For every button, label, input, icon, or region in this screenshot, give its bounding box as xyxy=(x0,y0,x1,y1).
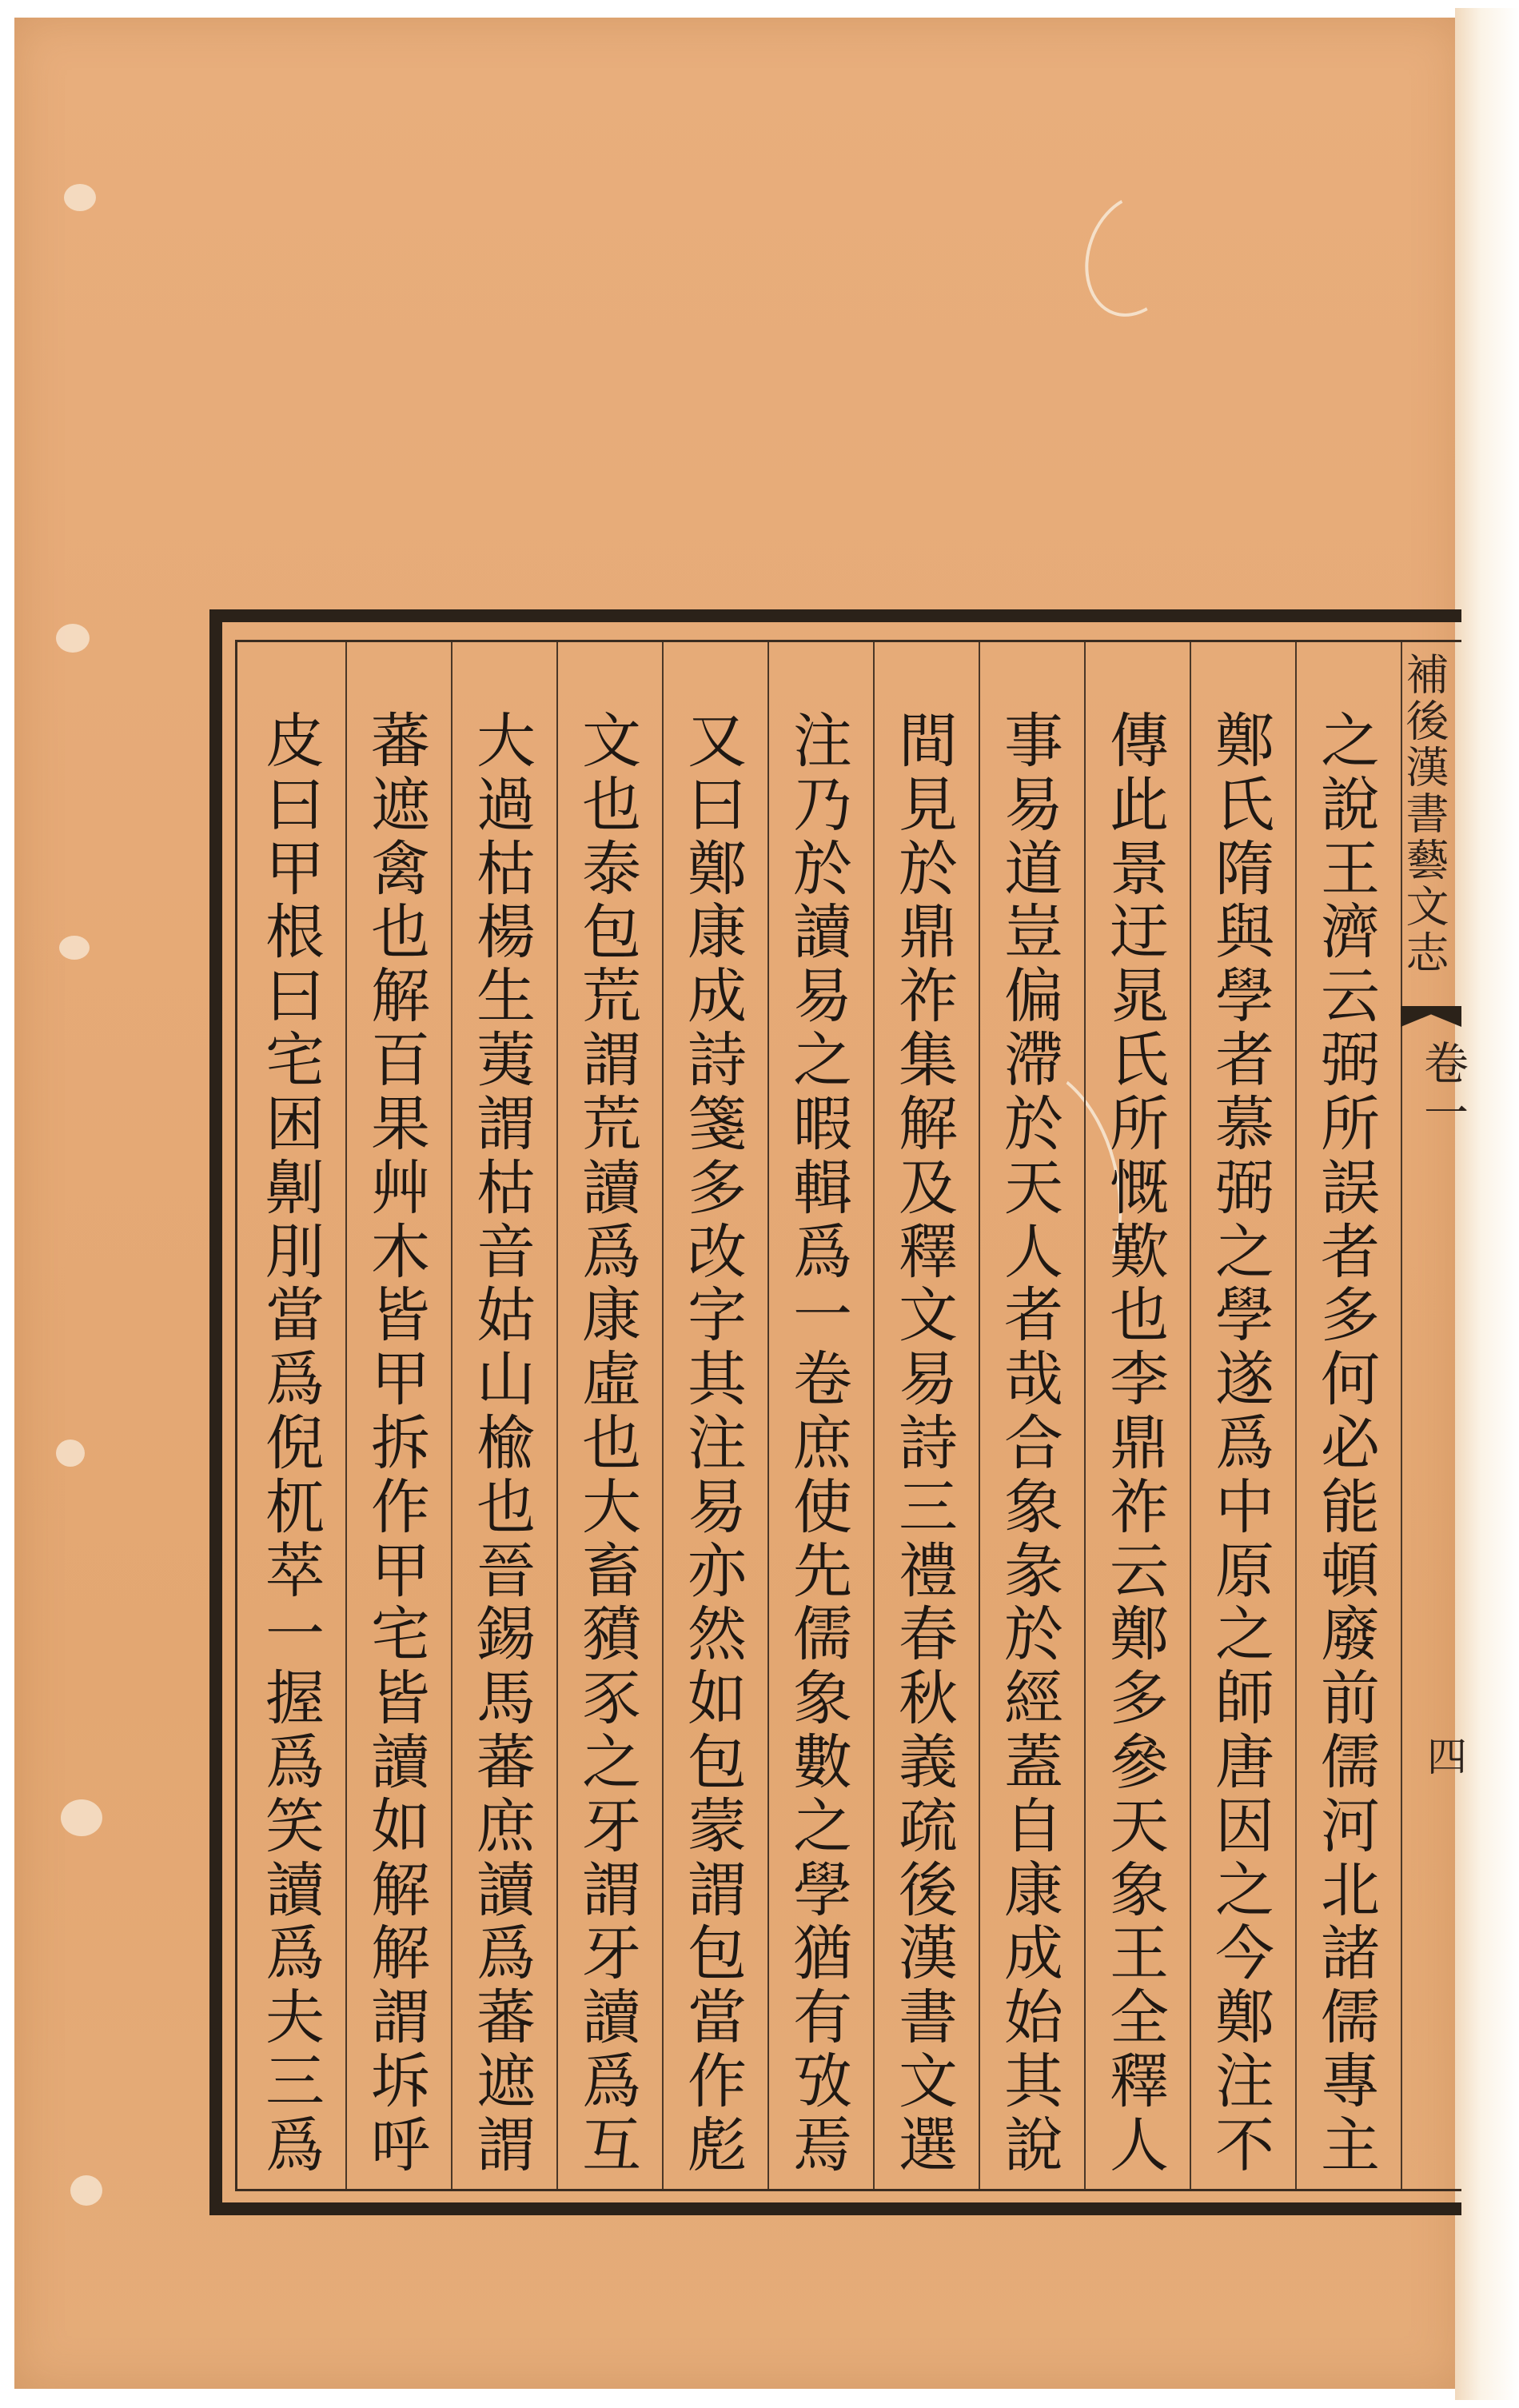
character: 謂 xyxy=(371,1983,430,2053)
character: 氏 xyxy=(1215,770,1274,840)
folio-number: 四 xyxy=(1421,1735,1467,1775)
character: 注 xyxy=(793,707,852,776)
character: 之 xyxy=(1215,1217,1274,1287)
character: 遮 xyxy=(476,2047,536,2117)
character: 原 xyxy=(1215,1536,1274,1606)
character: 於 xyxy=(793,834,852,904)
text-column-10 xyxy=(357,707,445,2180)
column-rule xyxy=(556,642,558,2189)
character: 亦 xyxy=(688,1536,747,1606)
character: 事 xyxy=(1004,707,1063,776)
column-rule xyxy=(873,642,875,2189)
character: 濟 xyxy=(1321,898,1380,968)
character: 成 xyxy=(1004,1919,1063,1989)
character: 曰 xyxy=(265,770,325,840)
character: 夫 xyxy=(265,1983,325,2053)
character: 宅 xyxy=(371,1600,430,1670)
text-column-6 xyxy=(779,707,867,2180)
character: 疏 xyxy=(899,1791,958,1861)
character: 學 xyxy=(1215,1281,1274,1351)
character: 爲 xyxy=(793,1217,852,1287)
character: 不 xyxy=(1215,2110,1274,2180)
character: 象 xyxy=(1004,1472,1063,1542)
character: 因 xyxy=(1215,1791,1274,1861)
character: 間 xyxy=(899,707,958,776)
character: 謂 xyxy=(688,1855,747,1925)
paper-wear-spot xyxy=(61,1799,102,1836)
character: 也 xyxy=(371,898,430,968)
character: 謂 xyxy=(476,1089,536,1159)
character: 與 xyxy=(1215,898,1274,968)
character: 甲 xyxy=(371,1536,430,1606)
character: 鄭 xyxy=(1110,1600,1169,1670)
character: 也 xyxy=(476,1472,536,1542)
character: 李 xyxy=(1110,1345,1169,1415)
character: 作 xyxy=(688,2047,747,2117)
character: 之 xyxy=(793,1791,852,1861)
character: 秋 xyxy=(899,1664,958,1734)
character: 之 xyxy=(1321,707,1380,776)
character: 大 xyxy=(582,1472,641,1542)
character: 此 xyxy=(1110,770,1169,840)
character: 宅 xyxy=(265,1026,325,1096)
character: 劓 xyxy=(265,1153,325,1223)
character: 謂 xyxy=(582,1026,641,1096)
column-rule xyxy=(345,642,347,2189)
character: 豕 xyxy=(582,1664,641,1734)
character: 成 xyxy=(688,962,747,1032)
character: 遂 xyxy=(1215,1345,1274,1415)
character: 卷 xyxy=(793,1345,852,1415)
character: 枯 xyxy=(476,1153,536,1223)
character: 說 xyxy=(1321,770,1380,840)
character: 爲 xyxy=(1215,1408,1274,1478)
character: 人 xyxy=(1004,1217,1063,1287)
character: 改 xyxy=(688,1217,747,1287)
character: 大 xyxy=(476,707,536,776)
character: 景 xyxy=(1110,834,1169,904)
character: 注 xyxy=(688,1408,747,1478)
text-column-9 xyxy=(462,707,550,2180)
character: 儒 xyxy=(793,1600,852,1670)
character: 人 xyxy=(1110,2110,1169,2180)
character: 彪 xyxy=(688,2110,747,2180)
character: 包 xyxy=(688,1919,747,1989)
character: 頓 xyxy=(1321,1536,1380,1606)
character: 迂 xyxy=(1110,898,1169,968)
character: 儒 xyxy=(1321,1728,1380,1797)
character: 春 xyxy=(899,1600,958,1670)
character: 釋 xyxy=(899,1217,958,1287)
character: 爲 xyxy=(582,1217,641,1287)
character: 一 xyxy=(265,1600,325,1670)
character: 庶 xyxy=(476,1791,536,1861)
character: 多 xyxy=(1110,1664,1169,1734)
character: 泰 xyxy=(582,834,641,904)
character: 爲 xyxy=(265,1728,325,1797)
character: 於 xyxy=(899,834,958,904)
character: 前 xyxy=(1321,1664,1380,1734)
character: 解 xyxy=(371,1919,430,1989)
character: 主 xyxy=(1321,2110,1380,2180)
column-rule xyxy=(1190,642,1191,2189)
character: 易 xyxy=(1004,770,1063,840)
character: 哉 xyxy=(1004,1345,1063,1415)
character: 皆 xyxy=(371,1664,430,1734)
character: 參 xyxy=(1110,1728,1169,1797)
character: 牙 xyxy=(582,1791,641,1861)
character: 又 xyxy=(688,707,747,776)
column-rule xyxy=(1295,642,1297,2189)
character: 說 xyxy=(1004,2110,1063,2180)
paper-wear-spot xyxy=(59,936,90,960)
character: 鄭 xyxy=(688,834,747,904)
character: 者 xyxy=(1321,1217,1380,1287)
character: 也 xyxy=(582,770,641,840)
character: 遮 xyxy=(371,770,430,840)
character: 晁 xyxy=(1110,962,1169,1032)
character: 也 xyxy=(582,1408,641,1478)
character: 困 xyxy=(265,1089,325,1159)
character: 學 xyxy=(793,1855,852,1925)
character: 荒 xyxy=(582,962,641,1032)
character: 云 xyxy=(1321,962,1380,1032)
character: 過 xyxy=(476,770,536,840)
character: 能 xyxy=(1321,1472,1380,1542)
character: 彖 xyxy=(1004,1536,1063,1606)
character: 之 xyxy=(1215,1600,1274,1670)
character: 詩 xyxy=(899,1408,958,1478)
character: 慨 xyxy=(1110,1153,1169,1223)
character: 虛 xyxy=(582,1345,641,1415)
page-edge xyxy=(1455,8,1519,2400)
character: 拆 xyxy=(371,1408,430,1478)
column-rule xyxy=(1084,642,1086,2189)
character: 必 xyxy=(1321,1408,1380,1478)
character: 蒙 xyxy=(688,1791,747,1861)
character: 山 xyxy=(476,1345,536,1415)
character: 多 xyxy=(688,1153,747,1223)
character: 所 xyxy=(1321,1089,1380,1159)
character: 有 xyxy=(793,1983,852,2053)
character: 豶 xyxy=(582,1600,641,1670)
text-column-8 xyxy=(568,707,656,2180)
character: 甲 xyxy=(371,1345,430,1415)
character: 天 xyxy=(1004,1153,1063,1223)
character: 暇 xyxy=(793,1089,852,1159)
text-column-2 xyxy=(1201,707,1289,2180)
character: 包 xyxy=(688,1728,747,1797)
character: 經 xyxy=(1004,1664,1063,1734)
character: 者 xyxy=(1004,1281,1063,1351)
character: 豈 xyxy=(1004,898,1063,968)
character: 蓋 xyxy=(1004,1728,1063,1797)
character: 倪 xyxy=(265,1408,325,1478)
character: 始 xyxy=(1004,1983,1063,2053)
character: 云 xyxy=(1110,1536,1169,1606)
character: 乃 xyxy=(793,770,852,840)
character: 坼 xyxy=(371,2047,430,2117)
character: 注 xyxy=(1215,2047,1274,2117)
character: 傳 xyxy=(1110,707,1169,776)
character: 先 xyxy=(793,1536,852,1606)
character: 全 xyxy=(1110,1983,1169,2053)
character: 解 xyxy=(371,962,430,1032)
character: 釋 xyxy=(1110,2047,1169,2117)
character: 晉 xyxy=(476,1536,536,1606)
character: 文 xyxy=(899,1281,958,1351)
character: 見 xyxy=(899,770,958,840)
character: 解 xyxy=(899,1089,958,1159)
character: 慕 xyxy=(1215,1089,1274,1159)
character: 呼 xyxy=(371,2110,430,2180)
character: 如 xyxy=(371,1791,430,1861)
character: 多 xyxy=(1321,1281,1380,1351)
character: 字 xyxy=(688,1281,747,1351)
character: 讀 xyxy=(265,1855,325,1925)
character: 易 xyxy=(899,1345,958,1415)
character: 何 xyxy=(1321,1345,1380,1415)
character: 百 xyxy=(371,1026,430,1096)
character: 偏 xyxy=(1004,962,1063,1032)
paper-wear-spot xyxy=(56,624,90,653)
character: 爲 xyxy=(265,1919,325,1989)
character: 曰 xyxy=(265,962,325,1032)
character: 後 xyxy=(899,1855,958,1925)
character: 包 xyxy=(582,898,641,968)
character: 道 xyxy=(1004,834,1063,904)
character: 其 xyxy=(688,1345,747,1415)
column-rule xyxy=(451,642,453,2189)
character: 解 xyxy=(371,1855,430,1925)
character: 康 xyxy=(1004,1855,1063,1925)
character: 果 xyxy=(371,1089,430,1159)
character: 北 xyxy=(1321,1855,1380,1925)
character: 讀 xyxy=(476,1855,536,1925)
character: 王 xyxy=(1321,834,1380,904)
text-column-3 xyxy=(1095,707,1183,2180)
character: 枯 xyxy=(476,834,536,904)
character: 蕃 xyxy=(476,1728,536,1797)
text-column-5 xyxy=(884,707,972,2180)
character: 之 xyxy=(582,1728,641,1797)
character: 易 xyxy=(793,962,852,1032)
character: 牙 xyxy=(582,1919,641,1989)
character: 鄭 xyxy=(1215,1983,1274,2053)
character: 歎 xyxy=(1110,1217,1169,1287)
character: 廢 xyxy=(1321,1600,1380,1670)
character: 鼎 xyxy=(899,898,958,968)
character: 諸 xyxy=(1321,1919,1380,1989)
character: 甲 xyxy=(265,834,325,904)
character: 師 xyxy=(1215,1664,1274,1734)
character: 祚 xyxy=(899,962,958,1032)
character: 畜 xyxy=(582,1536,641,1606)
character: 義 xyxy=(899,1728,958,1797)
character: 謂 xyxy=(476,2110,536,2180)
character: 楡 xyxy=(476,1408,536,1478)
character: 猶 xyxy=(793,1919,852,1989)
character: 音 xyxy=(476,1217,536,1287)
character: 萃 xyxy=(265,1536,325,1606)
column-rule xyxy=(767,642,769,2189)
character: 讀 xyxy=(582,1983,641,2053)
character: 天 xyxy=(1110,1791,1169,1861)
character: 象 xyxy=(1110,1855,1169,1925)
character: 弼 xyxy=(1215,1153,1274,1223)
character: 儒 xyxy=(1321,1983,1380,2053)
character: 文 xyxy=(899,2047,958,2117)
character: 中 xyxy=(1215,1472,1274,1542)
character: 之 xyxy=(793,1026,852,1096)
character: 皮 xyxy=(265,707,325,776)
character: 王 xyxy=(1110,1919,1169,1989)
character: 刖 xyxy=(265,1217,325,1287)
character: 祚 xyxy=(1110,1472,1169,1542)
paper-wear-spot xyxy=(70,2175,102,2206)
character: 讀 xyxy=(371,1728,430,1797)
character: 隋 xyxy=(1215,834,1274,904)
character: 專 xyxy=(1321,2047,1380,2117)
character: 作 xyxy=(371,1472,430,1542)
character: 選 xyxy=(899,2110,958,2180)
character: 讀 xyxy=(582,1153,641,1223)
character: 艸 xyxy=(371,1153,430,1223)
character: 河 xyxy=(1321,1791,1380,1861)
character: 其 xyxy=(1004,2047,1063,2117)
character: 今 xyxy=(1215,1919,1274,1989)
character: 禽 xyxy=(371,834,430,904)
character: 木 xyxy=(371,1217,430,1287)
text-column-1 xyxy=(1306,707,1394,2180)
character: 荒 xyxy=(582,1089,641,1159)
character: 集 xyxy=(899,1026,958,1096)
paper-wear-spot xyxy=(56,1440,85,1467)
character: 也 xyxy=(1110,1281,1169,1351)
character: 笑 xyxy=(265,1791,325,1861)
character: 曰 xyxy=(688,770,747,840)
character: 爲 xyxy=(476,1919,536,1989)
character: 唐 xyxy=(1215,1728,1274,1797)
character: 庶 xyxy=(793,1408,852,1478)
character: 易 xyxy=(688,1472,747,1542)
text-column-4 xyxy=(990,707,1078,2180)
character: 爲 xyxy=(582,2047,641,2117)
character: 文 xyxy=(582,707,641,776)
character: 合 xyxy=(1004,1408,1063,1478)
character: 爲 xyxy=(265,2110,325,2180)
text-column-11 xyxy=(251,707,339,2180)
character: 互 xyxy=(582,2110,641,2180)
column-rule xyxy=(979,642,980,2189)
character: 學 xyxy=(1215,962,1274,1032)
character: 皆 xyxy=(371,1281,430,1351)
column-rule xyxy=(662,642,664,2189)
character: 誤 xyxy=(1321,1153,1380,1223)
character: 鼎 xyxy=(1110,1408,1169,1478)
character: 謂 xyxy=(582,1855,641,1925)
paper-wear-spot xyxy=(64,184,96,211)
character: 姑 xyxy=(476,1281,536,1351)
character: 荑 xyxy=(476,1026,536,1096)
character: 自 xyxy=(1004,1791,1063,1861)
character: 生 xyxy=(476,962,536,1032)
character: 讀 xyxy=(793,898,852,968)
character: 蕃 xyxy=(476,1983,536,2053)
character: 康 xyxy=(582,1281,641,1351)
character: 當 xyxy=(265,1281,325,1351)
character: 者 xyxy=(1215,1026,1274,1096)
character: 數 xyxy=(793,1728,852,1797)
character: 象 xyxy=(793,1664,852,1734)
character: 鄭 xyxy=(1215,707,1274,776)
character: 然 xyxy=(688,1600,747,1670)
character: 之 xyxy=(1215,1855,1274,1925)
character: 攷 xyxy=(793,2047,852,2117)
character: 及 xyxy=(899,1153,958,1223)
character: 一 xyxy=(793,1281,852,1351)
character: 根 xyxy=(265,898,325,968)
character: 使 xyxy=(793,1472,852,1542)
character: 蕃 xyxy=(371,707,430,776)
character: 於 xyxy=(1004,1089,1063,1159)
character: 輯 xyxy=(793,1153,852,1223)
character: 康 xyxy=(688,898,747,968)
character: 馬 xyxy=(476,1664,536,1734)
volume-label: 卷一 xyxy=(1417,1040,1469,1139)
book-title: 補後漢書藝文志 xyxy=(1399,652,1449,976)
character: 詩 xyxy=(688,1026,747,1096)
character: 書 xyxy=(899,1983,958,2053)
character: 當 xyxy=(688,1983,747,2053)
character: 所 xyxy=(1110,1089,1169,1159)
character: 禮 xyxy=(899,1536,958,1606)
character: 滯 xyxy=(1004,1026,1063,1096)
character: 於 xyxy=(1004,1600,1063,1670)
character: 氏 xyxy=(1110,1026,1169,1096)
character: 錫 xyxy=(476,1600,536,1670)
character: 楊 xyxy=(476,898,536,968)
character: 杌 xyxy=(265,1472,325,1542)
character: 箋 xyxy=(688,1089,747,1159)
character: 握 xyxy=(265,1664,325,1734)
character: 如 xyxy=(688,1664,747,1734)
character: 三 xyxy=(265,2047,325,2117)
character: 弼 xyxy=(1321,1026,1380,1096)
character: 三 xyxy=(899,1472,958,1542)
character: 焉 xyxy=(793,2110,852,2180)
text-column-7 xyxy=(673,707,761,2180)
character: 爲 xyxy=(265,1345,325,1415)
character: 漢 xyxy=(899,1919,958,1989)
